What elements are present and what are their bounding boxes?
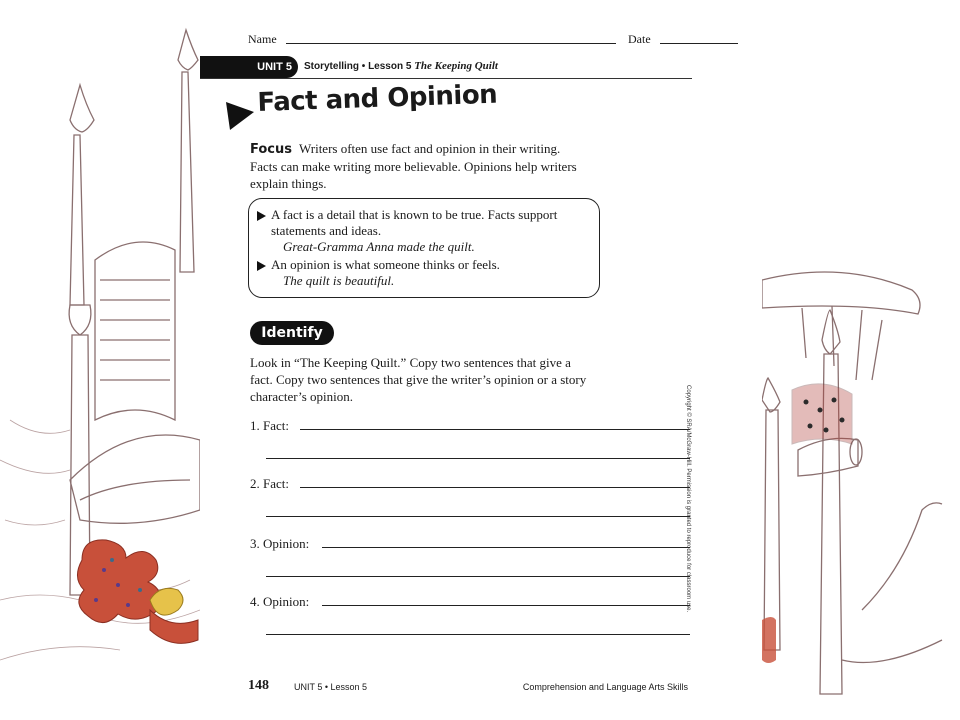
question-label: 2. Fact:: [250, 476, 289, 491]
footer-book-title: Comprehension and Language Arts Skills: [522, 682, 688, 692]
lesson-meta: [304, 60, 498, 72]
date-label: Date: [628, 32, 651, 46]
page-footer: [248, 678, 688, 698]
question-4: [250, 594, 690, 638]
fact-example: Great-Gramma Anna made the quilt.: [283, 239, 475, 254]
answer-line[interactable]: [322, 605, 690, 606]
right-chair-illustration: [762, 250, 960, 700]
section-label: Storytelling • Lesson 5: [304, 61, 412, 72]
left-bed-illustration: [0, 0, 200, 700]
date-field[interactable]: [660, 43, 738, 44]
bullet-arrow-icon: [257, 211, 266, 221]
identify-instructions: Look in “The Keeping Quilt.” Copy two sentences that give a fact. Copy two sentences that give the writer’s opinion or a story character’s opinion.: [250, 355, 587, 404]
fact-definition: [257, 207, 589, 255]
question-1: [250, 418, 690, 462]
name-date-row: [248, 32, 688, 48]
page-number: 148: [248, 678, 269, 693]
focus-label: Focus: [250, 142, 292, 157]
unit-bar: [200, 56, 692, 79]
answer-line[interactable]: [300, 487, 690, 488]
definition-box: [248, 198, 600, 298]
unit-tab: UNIT 5: [200, 56, 298, 78]
answer-line[interactable]: [300, 429, 690, 430]
question-label: 3. Opinion:: [250, 536, 310, 551]
question-label: 1. Fact:: [250, 418, 289, 433]
quilt-edge-icon: [762, 617, 776, 663]
worksheet-page: [200, 0, 762, 720]
name-field[interactable]: [286, 43, 616, 44]
focus-text: Writers often use fact and opinion in their writing. Facts can make writing more believable. Opinions help writers explain things.: [250, 141, 577, 191]
footer-lesson: UNIT 5 • Lesson 5: [294, 682, 368, 692]
quilt-patch-icon: [77, 540, 198, 644]
bullet-arrow-icon: [257, 261, 266, 271]
rocking-chair-sketch-icon: [762, 250, 960, 700]
question-3: [250, 536, 690, 580]
bed-sketch-icon: [0, 0, 200, 700]
question-2: [250, 476, 690, 520]
cushion-pattern-icon: [792, 384, 852, 444]
title-arrow-icon: [224, 100, 256, 132]
story-title: The Keeping Quilt: [414, 60, 498, 72]
name-label: Name: [248, 32, 277, 46]
identify-badge: Identify: [250, 321, 334, 345]
opinion-example: The quilt is beautiful.: [283, 273, 395, 288]
fact-definition-text: A fact is a detail that is known to be true. Facts support statements and ideas.: [271, 207, 558, 238]
answer-line[interactable]: [266, 634, 690, 635]
focus-paragraph: [250, 140, 580, 192]
answer-line[interactable]: [266, 516, 690, 517]
page-title: Fact and Opinion: [256, 79, 498, 118]
question-label: 4. Opinion:: [250, 594, 310, 609]
copyright-text: Copyright © SRA/McGraw-Hill. Permission is granted to reproduce for classroom use.: [685, 385, 691, 613]
answer-line[interactable]: [266, 458, 690, 459]
answer-line[interactable]: [266, 576, 690, 577]
opinion-definition: [257, 257, 589, 289]
answer-line[interactable]: [322, 547, 690, 548]
opinion-definition-text: An opinion is what someone thinks or feels.: [271, 257, 500, 272]
copyright-notice: [686, 385, 696, 615]
